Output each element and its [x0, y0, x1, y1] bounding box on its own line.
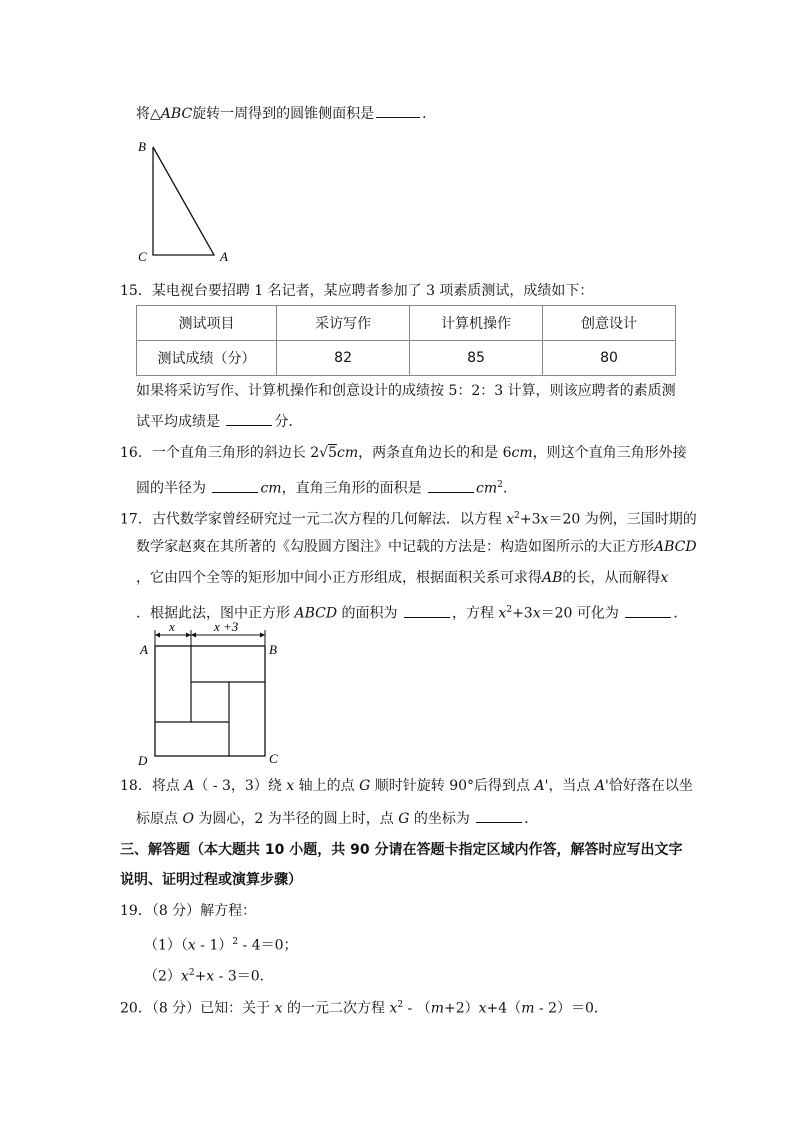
section-heading: 三、解答题（本大题共 10 小题，共 90 分请在答题卡指定区域内作答，解答时应写出文字 — [120, 842, 683, 858]
score-table — [136, 305, 676, 376]
label-d: D — [138, 753, 148, 768]
sqrt-symbol: √ — [319, 445, 329, 461]
label-a: A — [220, 249, 228, 264]
answer-blank[interactable] — [404, 603, 450, 618]
section-heading-line2: 说明、证明过程或演算步骤） — [120, 872, 302, 888]
table-row-label: 测试成绩（分） — [137, 341, 277, 376]
q17-line2: 数学家赵爽在其所著的《勾股圆方图注》中记载的方法是：构造如图所示的大正方形ABCD — [136, 539, 697, 555]
label-c: C — [138, 249, 147, 264]
q19-sub2: $(2)x^2+x - 3=0$． — [144, 968, 274, 985]
q20-text: 20．（8 分）已知：关于 x 的一元二次方程 $x^2 - (m+2)x+4(m - 2)=0$． — [120, 1000, 608, 1017]
table-header-cell: 采访写作 — [277, 306, 410, 341]
table-cell: 85 — [410, 341, 543, 376]
answer-blank[interactable] — [428, 478, 474, 493]
answer-blank[interactable] — [212, 478, 258, 493]
q17-line4: ．根据此法，图中正方形 ABCD 的面积为 ，方程 $x^2+3x=20$ 可化为 ． — [136, 600, 687, 624]
table-cell: 82 — [277, 341, 410, 376]
q15-line3: 试平均成绩是 分． — [136, 411, 302, 432]
triangle-abc-figure — [130, 135, 240, 265]
table-header-row — [137, 306, 676, 341]
q16-line1: 16．一个直角三角形的斜边长 2√5cm，两条直角边长的和是 6cm，则这个直角三角形外接 — [120, 445, 687, 461]
q15-line2: 如果将采访写作、计算机操作和创意设计的成绩按 5：2：3 计算，则该应聘者的素质测 — [136, 383, 676, 399]
table-header-cell: 计算机操作 — [410, 306, 543, 341]
q18-line1: 18．将点 A（ - 3，3）绕 x 轴上的点 G 顺时针旋转 90°后得到点 A'，当点 A'恰好落在以坐 — [120, 778, 693, 794]
label-c: C — [269, 751, 278, 766]
zhao-shuang-square-figure — [136, 622, 286, 770]
table-cell: 80 — [543, 341, 676, 376]
table-header-cell: 创意设计 — [543, 306, 676, 341]
table-header-cell: 测试项目 — [137, 306, 277, 341]
label-a: A — [140, 642, 148, 657]
label-x: x — [169, 622, 175, 634]
answer-blank[interactable] — [625, 603, 671, 618]
q19-title: 19．（8 分）解方程： — [120, 903, 257, 919]
answer-blank[interactable] — [376, 103, 420, 118]
q19-sub1: （1）（x - 1）$^2$ - 4＝0； — [144, 937, 298, 954]
table-row — [137, 341, 676, 376]
label-x-plus-3: x +3 — [214, 622, 239, 634]
q15-text: 15．某电视台要招聘 1 名记者，某应聘者参加了 3 项素质测试，成绩如下： — [120, 283, 594, 299]
q16-line2: 圆的半径为 cm，直角三角形的面积是 $cm^2$. — [136, 475, 507, 499]
label-b: B — [269, 642, 277, 657]
answer-blank[interactable] — [226, 411, 272, 426]
label-b: B — [138, 139, 146, 154]
q18-line2: 标原点 O 为圆心，2 为半径的圆上时，点 G 的坐标为 ． — [136, 808, 538, 829]
q14-text: 将△ABC旋转一周得到的圆锥侧面积是 ． — [136, 103, 436, 124]
q17-line1: 17．古代数学家曾经研究过一元二次方程的几何解法．以方程 $x^2+3x=20$ 为例，三国时期的 — [120, 511, 697, 528]
answer-blank[interactable] — [476, 808, 522, 823]
q17-line3: ，它由四个全等的矩形加中间小正方形组成，根据面积关系可求得AB的长，从而解得x — [136, 570, 669, 586]
